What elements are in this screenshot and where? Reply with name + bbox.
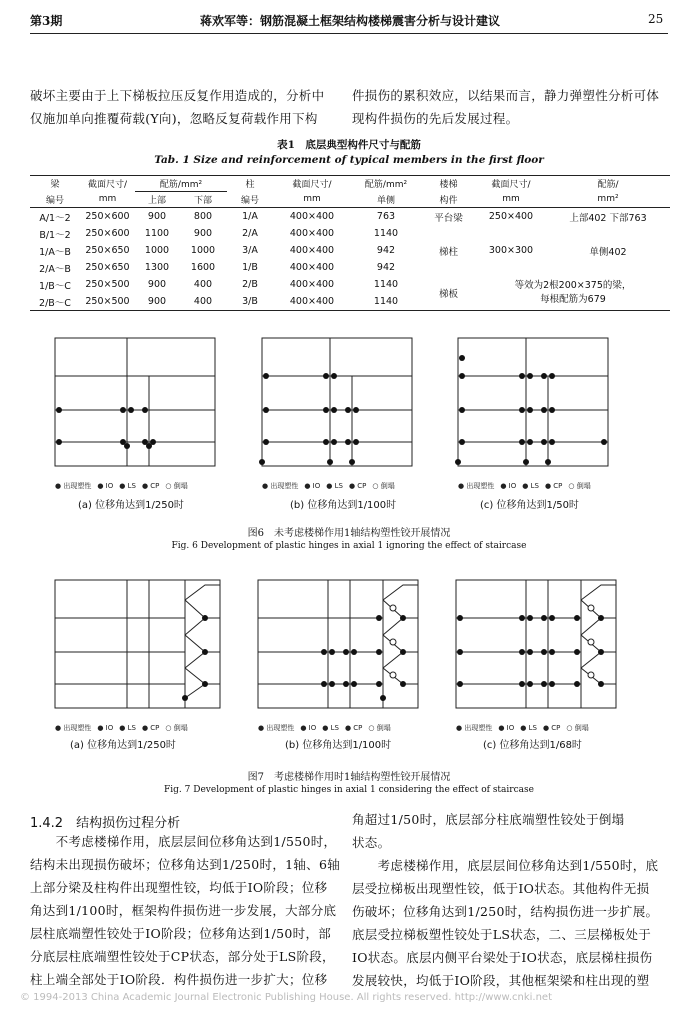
legend-row: ● 出现塑性 ● IO ● LS ● CP ○ 倒塌 — [456, 724, 589, 732]
fig7-label-c: (c) 位移角达到1/68时 — [483, 740, 582, 751]
table-row — [30, 208, 670, 226]
th-beam-section: 截面尺寸/ — [80, 176, 135, 192]
intro-right — [352, 84, 672, 130]
fig7-panel-a — [55, 580, 220, 708]
th-beam-rebar-bottom: 下部 — [179, 192, 227, 208]
fig7-label-a: (a) 位移角达到1/250时 — [70, 740, 176, 751]
text-line: 不考虑楼梯作用，底层层间位移角达到1/550时， — [30, 834, 337, 849]
th-beam: 梁 — [30, 176, 80, 192]
table1-title-cn: 表1 底层典型构件尺寸与配筋 — [277, 139, 421, 151]
cell: 2/B～C — [30, 293, 80, 311]
table1 — [30, 175, 670, 311]
th-col-2: 编号 — [227, 192, 273, 208]
cell: 1140 — [373, 279, 399, 290]
cell: 梯板 — [421, 276, 476, 311]
cell: 梯柱 — [438, 246, 458, 258]
cell: 900 — [135, 293, 179, 311]
text-line: 破坏主要由于上下梯板拉压反复作用造成的，分析中 — [30, 88, 325, 103]
cell: 1000 — [190, 245, 216, 256]
text-line: 层受拉梯板出现塑性铰，低于IO状态。其他构件无损 — [352, 881, 650, 896]
th-beam-rebar: 配筋/mm² — [135, 176, 227, 192]
figure-6 — [0, 330, 698, 520]
cell: 400×400 — [289, 262, 335, 273]
fig6-panel-a — [55, 338, 215, 466]
text-line: 现构件损伤的先后发展过程。 — [352, 111, 519, 126]
th-col-rebar-2: 单侧 — [351, 192, 421, 208]
figure-7 — [0, 570, 698, 760]
th-stair-section: 截面尺寸/ — [476, 176, 546, 192]
th-beam-rebar-top: 上部 — [135, 192, 179, 208]
table-row — [30, 242, 670, 259]
cell: 1300 — [144, 262, 170, 273]
fig7-legends — [55, 723, 589, 732]
running-title: 蒋欢军等：钢筋混凝土框架结构楼梯震害分析与设计建议 — [200, 14, 501, 28]
fig6-label-c: (c) 位移角达到1/50时 — [480, 500, 579, 511]
cell: 1000 — [144, 245, 170, 256]
text-line: 上部分梁及柱构件出现塑性铰，均低于IO阶段；位移 — [30, 880, 328, 895]
cell: 900 — [147, 211, 167, 222]
cell: 400×400 — [289, 211, 335, 222]
fig7-panel-b — [258, 580, 418, 708]
text-line: IO状态。底层内侧平台梁处于IO状态，底层梯柱损伤 — [352, 950, 653, 965]
cell: 400 — [193, 279, 213, 290]
fig7-caption-en: Fig. 7 Development of plastic hinges in axial 1 considering the effect of staircase — [164, 785, 534, 795]
text-line: 底层受拉梯板塑性铰处于LS状态，二、三层梯板处于 — [352, 927, 652, 942]
fig7-caption-cn: 图7 考虑楼梯作用时1轴结构塑性铰开展情况 — [247, 772, 451, 783]
th-beam-section-2: mm — [80, 192, 135, 208]
section-right-column — [352, 808, 672, 992]
text-line: 考虑楼梯作用，底层层间位移角达到1/550时，底 — [352, 858, 659, 873]
fig6-panel-c — [455, 338, 608, 466]
text-line: 件损伤的累积效应，以结果而言，静力弹塑性分析可体 — [352, 88, 660, 103]
cell: 250×600 — [85, 228, 130, 239]
cell: 2/A～B — [39, 263, 71, 275]
header-rule — [30, 33, 668, 34]
th-stair-section-2: mm — [476, 192, 546, 208]
cell: 2/B — [242, 279, 258, 290]
cell: 300×300 — [488, 245, 534, 256]
cell: 800 — [193, 211, 213, 222]
text-line: 状态。 — [352, 835, 391, 850]
cell: 单侧402 — [589, 246, 627, 258]
fig6-caption-en: Fig. 6 Development of plastic hinges in axial 1 ignoring the effect of staircase — [171, 541, 527, 551]
fig6-label-b: (b) 位移角达到1/100时 — [290, 500, 397, 511]
text-line: 柱上端全部处于IO阶段．构件损伤进一步扩大；位移 — [30, 972, 328, 987]
th-col-rebar: 配筋/mm² — [351, 176, 421, 192]
cell: 1600 — [190, 262, 216, 273]
cell: 900 — [147, 279, 167, 290]
cell: 400×400 — [289, 228, 335, 239]
text-line: 结构未出现损伤破坏；位移角达到1/250时，1轴、6轴 — [30, 857, 341, 872]
text-line: 角达到1/100时，框架构件损伤进一步发展，大部分底 — [30, 903, 337, 918]
th-col-section-2: mm — [273, 192, 351, 208]
cell: 1/B — [242, 262, 258, 273]
cell: 250×500 — [80, 293, 135, 311]
th-stair-2: 构件 — [421, 192, 476, 208]
cell: 400×400 — [273, 293, 351, 311]
text-line: 伤破坏；位移角达到1/250时，结构损伤进一步扩展。 — [352, 904, 659, 919]
th-col: 柱 — [227, 176, 273, 192]
cell: 763 — [376, 211, 396, 222]
th-stair-rebar: 配筋/ — [546, 176, 670, 192]
legend-row: ● 出现塑性 ● IO ● LS ● CP ○ 倒塌 — [258, 724, 391, 732]
cell — [476, 276, 670, 311]
cell: 平台梁 — [434, 212, 463, 224]
cell: 1/A～B — [39, 246, 71, 258]
th-stair: 楼梯 — [421, 176, 476, 192]
text-line: 层柱底端塑性铰处于IO阶段；位移角达到1/50时，部 — [30, 926, 332, 941]
cell: 250×650 — [85, 262, 130, 273]
fig7-label-b: (b) 位移角达到1/100时 — [285, 740, 392, 751]
table-row — [30, 276, 670, 293]
cell: 1140 — [373, 228, 399, 239]
cell: 3/B — [227, 293, 273, 311]
cell: 400×400 — [289, 279, 335, 290]
text-line: 分底层柱底端塑性铰处于CP状态，部分处于LS阶段， — [30, 949, 335, 964]
cell: 1/B～C — [39, 280, 71, 292]
cell: A/1～2 — [39, 212, 71, 224]
section-left-column — [30, 830, 342, 991]
cell: 900 — [193, 228, 213, 239]
table-row — [30, 225, 670, 242]
table-row — [30, 259, 670, 276]
cell: 400 — [179, 293, 227, 311]
journal-issue: 第3期 — [30, 14, 63, 28]
cell: 上部402 下部763 — [569, 212, 647, 224]
copyright-footer: © 1994-2013 China Academic Journal Electronic Publishing House. All rights reserved. http://www.cnki.net — [20, 992, 552, 1003]
cell: 250×500 — [85, 279, 130, 290]
cell: 1/A — [242, 211, 258, 222]
th-col-section: 截面尺寸/ — [273, 176, 351, 192]
text-line: 仅施加单向推覆荷载(Y向)，忽略反复荷载作用下构 — [30, 111, 318, 126]
legend-row: ● 出现塑性 ● IO ● LS ● CP ○ 倒塌 — [55, 724, 188, 732]
text-line: 发展较快，均低于IO阶段，其他框架梁和柱出现的塑 — [352, 973, 650, 988]
section-heading: 1.4.2 结构损伤过程分析 — [30, 816, 181, 831]
fig7-panel-c — [456, 580, 616, 708]
cell: 942 — [376, 245, 396, 256]
cell: 250×400 — [488, 211, 534, 222]
fig6-caption-cn: 图6 未考虑楼梯作用1轴结构塑性铰开展情况 — [247, 528, 451, 539]
fig6-panel-b — [259, 338, 412, 466]
cell: 400×400 — [289, 245, 335, 256]
table1-title-en: Tab. 1 Size and reinforcement of typical members in the first floor — [154, 154, 544, 166]
text-line: 角超过1/50时，底层部分柱底端塑性铰处于倒塌 — [352, 812, 625, 827]
stair-note: 等效为2根200×375的梁， — [514, 280, 632, 291]
intro-left — [30, 84, 340, 130]
legend-row: ● 出现塑性 ● IO ● LS ● CP ○ 倒塌 — [458, 482, 591, 490]
fig6-label-a: (a) 位移角达到1/250时 — [78, 500, 184, 511]
cell: 942 — [376, 262, 396, 273]
cell: 250×650 — [85, 245, 130, 256]
cell: 250×600 — [85, 211, 130, 222]
th-beam-2: 编号 — [30, 192, 80, 208]
stair-note: 每根配筋为679 — [540, 294, 606, 305]
legend-row: ● 出现塑性 ● IO ● LS ● CP ○ 倒塌 — [55, 482, 188, 490]
cell: 3/A — [242, 245, 258, 256]
fig6-legends — [55, 481, 591, 490]
legend-row: ● 出现塑性 ● IO ● LS ● CP ○ 倒塌 — [262, 482, 395, 490]
cell: 1100 — [144, 228, 170, 239]
page-number: 25 — [648, 12, 664, 26]
cell: 2/A — [242, 228, 258, 239]
cell: 1140 — [351, 293, 421, 311]
cell: B/1～2 — [39, 229, 71, 241]
th-stair-rebar-2: mm² — [546, 192, 670, 208]
